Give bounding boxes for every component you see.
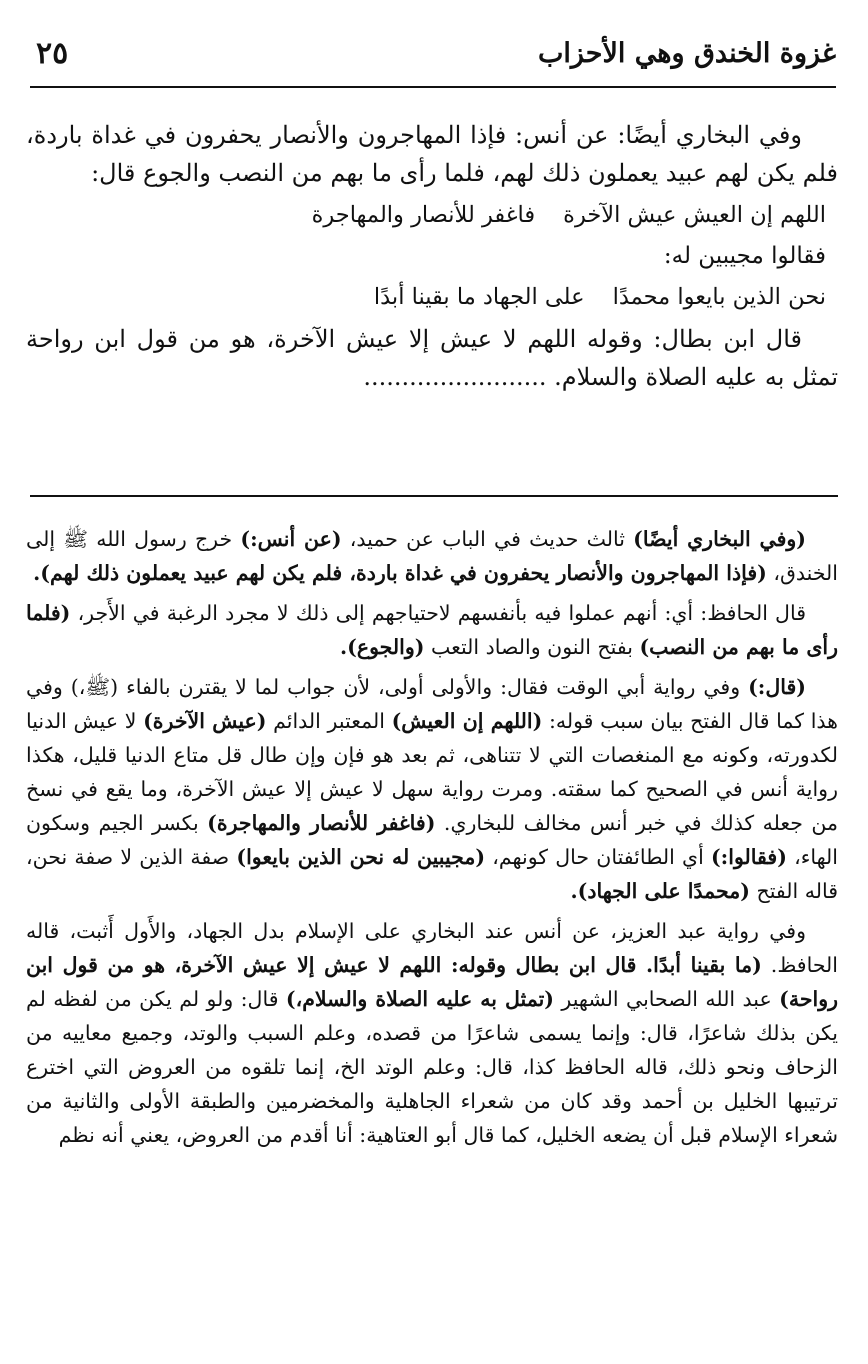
commentary-paragraph-2 xyxy=(26,596,838,664)
quote-7: (اللهم إن العيش) xyxy=(391,709,543,733)
text-9: أي الطائفتان حال كونهم، xyxy=(485,845,711,869)
verse-1-second-hemistich: فاغفر للأنصار والمهاجرة xyxy=(311,202,536,228)
quote-10: (فقالوا:) xyxy=(710,845,787,869)
verse-2-second-hemistich: على الجهاد ما بقينا أبدًا xyxy=(373,284,585,310)
matn-paragraph-1: وفي البخاري أيضًا: عن أنس: فإذا المهاجرون والأنصار يحفرون في غداة باردة، فلم يكن لهم عبيد يعملون ذلك لهم، فلما رأى ما بهم من النصب والجوع قال: xyxy=(26,121,838,187)
text-3: قال الحافظ: أي: أنهم عملوا فيه بأنفسهم لاحتياجهم إلى ذلك لا مجرد الرغبة في الأَجر، xyxy=(70,601,806,625)
quote-1: (وفي البخاري أيضًا) xyxy=(633,527,806,551)
quote-5: (والجوع). xyxy=(340,635,425,659)
footnote-separator xyxy=(30,495,838,497)
text-7: لا عيش الدنيا لكدورته، وكونه مع المنغصات التي لا تتناهى، ثم بعد هو فإن وإن طال قل متاع الدنيا قليل، هكذا رواية أنس في الصحيح كما سقته. ومرت رواية سهل لا عيش إلا عيش الآخرة، وما يقع في نسخ من جعله كذلك في خبر أنس مخالف للبخاري. xyxy=(26,709,838,835)
commentary-paragraph-3 xyxy=(26,670,838,908)
text-11: وفي رواية عبد العزيز، عن أنس عند البخاري على الإسلام بدل الجهاد، والأَول أَثبت، قاله الحافظ. xyxy=(26,919,838,977)
text-8: بكسر الجيم وسكون الهاء، xyxy=(26,811,838,869)
quote-12: (محمدًا على الجهاد). xyxy=(570,879,750,903)
text-2: خرج رسول الله ﷺ إلى الخندق، xyxy=(26,527,838,585)
commentary-paragraph-1 xyxy=(26,522,838,590)
quote-14: (تمثل به عليه الصلاة والسلام،) xyxy=(285,987,554,1011)
running-header xyxy=(30,36,836,88)
text-1: ثالث حديث في الباب عن حميد، xyxy=(341,527,634,551)
quote-8: (عيش الآخرة) xyxy=(143,709,267,733)
text-13: قال: ولو لم يكن من لفظه لم يكن بذلك شاعرًا، قال: وإنما يسمى شاعرًا من قصده، وعلم السبب والوتد، وجميع معاييه من الزحاف ونحو ذلك، قاله الحافظ كذا، قال: وعلم الوتد الخ، إنما تلقوه من العروض التي اخترع ترتيبها الخليل بن أحمد وقد كان من شعراء الجاهلية والمخضرمين والطبقة الأولى والثانية من شعراء الإسلام قبل أن يضعه الخليل، كما قال أبو العتاهية: أنا أقدم من العروض، يعني أنه نظم xyxy=(26,987,838,1147)
verse-1-first-hemistich: اللهم إن العيش عيش الآخرة xyxy=(563,202,826,228)
page-number: ٢٥ xyxy=(36,36,69,71)
ellipsis-dots: ........................ xyxy=(363,363,547,391)
text-5: وفي رواية أبي الوقت فقال: والأولى أولى، لأن جواب لما لا يقترن بالفاء (ﷺ،) وفي هذا كما قال الفتح بيان سبب قوله: xyxy=(26,675,838,733)
matn-paragraph-2-text: قال ابن بطال: وقوله اللهم لا عيش إلا عيش الآخرة، هو من قول ابن رواحة تمثل به عليه الصلاة والسلام. xyxy=(26,325,838,391)
matn-paragraph-2 xyxy=(26,320,838,396)
quote-9: (فاغفر للأنصار والمهاجرة) xyxy=(207,811,436,835)
verse-2-first-hemistich: نحن الذين بايعوا محمدًا xyxy=(612,284,826,310)
quote-3: (فإذا المهاجرون والأنصار يحفرون في غداة باردة، فلم يكن لهم عبيد يعملون ذلك لهم). xyxy=(33,561,767,585)
verse-2 xyxy=(26,279,838,315)
quote-6: (قال:) xyxy=(748,675,806,699)
text-4: بفتح النون والصاد التعب xyxy=(424,635,640,659)
running-title: غزوة الخندق وهي الأحزاب xyxy=(537,38,836,69)
commentary xyxy=(26,522,838,1158)
text-10: صفة الذين لا صفة نحن، قاله الفتح xyxy=(26,845,838,903)
text-12: عبد الله الصحابي الشهير xyxy=(554,987,780,1011)
text-6: المعتبر الدائم xyxy=(266,709,392,733)
verse-1 xyxy=(26,197,838,233)
main-text xyxy=(26,116,838,396)
quote-13: (ما بقينا أبدًا. قال ابن بطال وقوله: اللهم لا عيش إلا عيش الآخرة، هو من قول ابن رواحة) xyxy=(26,953,839,1011)
verse-intro: فقالوا مجيبين له: xyxy=(663,243,826,269)
commentary-paragraph-4 xyxy=(26,914,838,1152)
quote-2: (عن أنس:) xyxy=(240,527,342,551)
quote-11: (مجيبين له نحن الذين بايعوا) xyxy=(236,845,486,869)
quote-4: (فلما رأى ما بهم من النصب) xyxy=(26,601,838,659)
